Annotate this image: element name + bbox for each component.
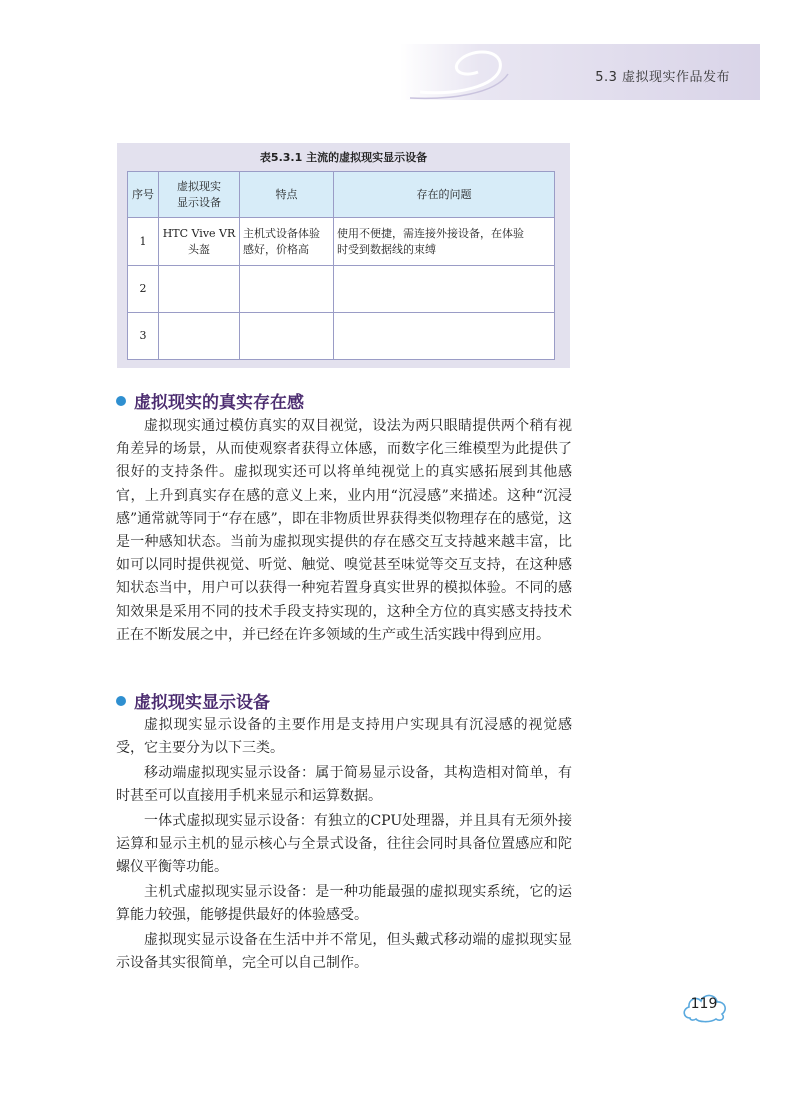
section-title: 5.3 虚拟现实作品发布 [595, 70, 730, 85]
cell-index: 1 [128, 218, 159, 266]
header-cell-features: 特点 [240, 172, 334, 218]
running-header [400, 44, 760, 100]
cell-device [159, 266, 240, 313]
device-table [127, 171, 555, 360]
cell-problems [334, 266, 555, 313]
bullet-icon [116, 696, 126, 706]
paragraph-intro: 虚拟现实显示设备的主要作用是支持用户实现具有沉浸感的视觉感受，它主要分为以下三类。 [116, 717, 572, 757]
cell-device [159, 313, 240, 360]
table-row [128, 266, 555, 313]
paragraph-mobile: 移动端虚拟现实显示设备：属于简易显示设备，其构造相对简单，有时甚至可以直接用手机来显示和运算数据。 [116, 765, 572, 805]
page-number: 119 [690, 996, 718, 1012]
cell-problems: 使用不便捷，需连接外接设备，在体验 时受到数据线的束缚 [334, 218, 555, 266]
header-cell-device: 虚拟现实 显示设备 [159, 172, 240, 218]
cell-features [240, 266, 334, 313]
cell-problems [334, 313, 555, 360]
header-cell-problems: 存在的问题 [334, 172, 555, 218]
cell-index: 2 [128, 266, 159, 313]
section-heading-text: 虚拟现实显示设备 [134, 693, 270, 713]
swoosh-decoration-icon [400, 44, 510, 100]
table-caption: 表5.3.1 主流的虚拟现实显示设备 [259, 151, 428, 164]
section-heading-text: 虚拟现实的真实存在感 [134, 393, 304, 413]
paragraph-standalone: 一体式虚拟现实显示设备：有独立的CPU处理器，并且具有无须外接运算和显示主机的显示核心与全景式设备，往往会同时具备位置感应和陀螺仪平衡等功能。 [116, 813, 572, 876]
cell-features: 主机式设备体验 感好，价格高 [240, 218, 334, 266]
paragraph-pc: 主机式虚拟现实显示设备：是一种功能最强的虚拟现实系统，它的运算能力较强，能够提供最好的体验感受。 [116, 884, 572, 924]
table-row [128, 218, 555, 266]
header-cell-index: 序号 [128, 172, 159, 218]
bullet-icon [116, 396, 126, 406]
table-header-row [128, 172, 555, 218]
table-block [117, 143, 570, 368]
cell-features [240, 313, 334, 360]
paragraph-conclusion: 虚拟现实显示设备在生活中并不常见，但头戴式移动端的虚拟现实显示设备其实很简单，完全可以自己制作。 [116, 932, 572, 972]
cell-index: 3 [128, 313, 159, 360]
paragraph-presence: 虚拟现实通过模仿真实的双目视觉，设法为两只眼睛提供两个稍有视角差异的场景，从而使观察者获得立体感，而数字化三维模型为此提供了很好的支持条件。虚拟现实还可以将单纯视觉上的真实感拓展到其他感官，上升到真实存在感的意义上来，业内用“沉浸感”来描述。这种“沉浸感”通常就等同于“存在感”，即在非物质世界获得类似物理存在的感觉，这是一种感知状态。当前为虚拟现实提供的存在感交互支持越来越丰富，比如可以同时提供视觉、听觉、触觉、嗅觉甚至味觉等交互支持，在这种感知状态当中，用户可以获得一种宛若置身真实世界的模拟体验。不同的感知效果是采用不同的技术手段支持实现的，这种全方位的真实感支持技术正在不断发展之中，并已经在许多领域的生产或生活实践中得到应用。 [116, 418, 572, 643]
section-heading-presence [116, 388, 304, 413]
section-heading-display-devices [116, 688, 270, 713]
cell-device: HTC Vive VR 头盔 [159, 218, 240, 266]
table-row [128, 313, 555, 360]
